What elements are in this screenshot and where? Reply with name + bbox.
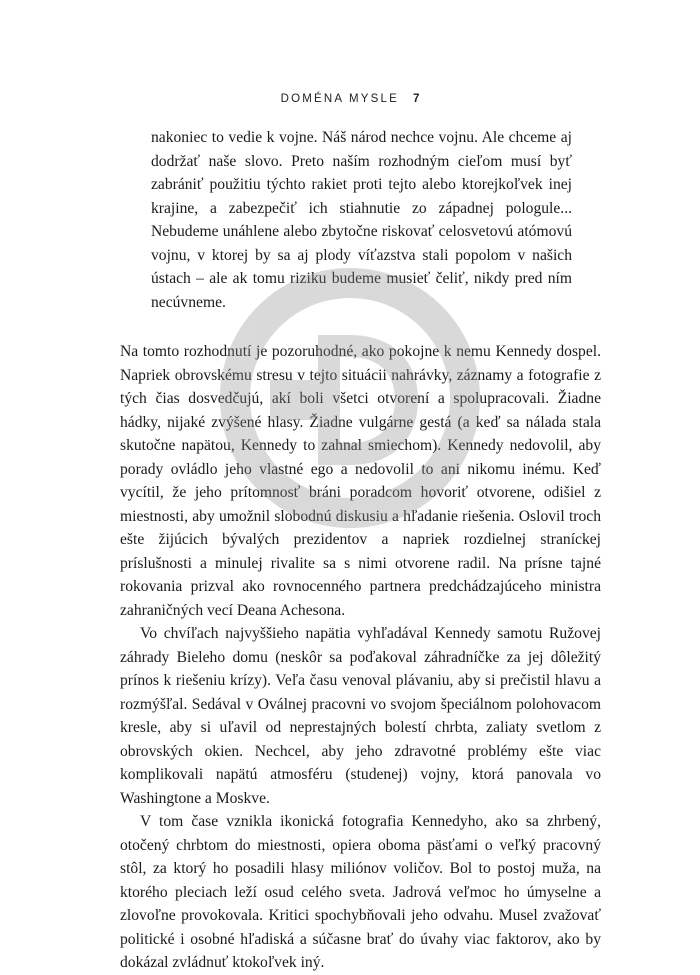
quote-text: nakoniec to vedie k vojne. Náš národ nechce vojnu. Ale chceme aj dodržať naše slovo. Preto naším rozhodným cieľom musí byť zabrániť použitiu týchto rakiet proti tejto alebo ktorejkoľvek inej krajine, a zabezpečiť ich stiahnutie zo západnej pologule... Nebudeme unáhlene alebo zbytočne riskovať celosvetovú atómovú vojnu, v ktorej by sa aj plody víťazstva stali popolom v našich ústach – ale ak tomu riziku budeme musieť čeliť, nikdy pred ním necúvneme.: [151, 129, 572, 311]
page-number: 7: [413, 93, 420, 105]
paragraph-3: V tom čase vznikla ikonická fotografia Kennedyho, ako sa zhrbený, otočený chrbtom do miestnosti, opiera oboma päsťami o veľký pracovný stôl, za ktorý ho posadili hlasy miliónov voličov. Bol to postoj muža, na ktorého pleciach leží osud celého sveta. Jadrová veľmoc ho úmyselne a zlovoľne provokovala. Kritici spochybňovali jeho odvahu. Musel zvažovať politické i osobné hľadiská a súčasne brať do úvahy viac faktorov, ako by dokázal zvládnuť ktokoľvek iný.: [120, 813, 601, 971]
block-quote: [151, 126, 572, 314]
body-text: [120, 340, 601, 975]
running-title: DOMÉNA MYSLE: [280, 93, 400, 105]
paragraph-1: Na tomto rozhodnutí je pozoruhodné, ako pokojne k nemu Kennedy dospel. Napriek obrovskému stresu v tejto situácii nahrávky, záznamy a fotografie z tých čias dosvedčujú, akí boli všetci otvorení a spolupracovali. Žiadne hádky, nijaké zvýšené hlasy. Žiadne vulgárne gestá (a keď sa nálada stala skutočne napätou, Kennedy to zahnal smiechom). Kennedy nedovolil, aby porady ovládlo jeho vlastné ego a nedovolil to ani nikomu inému. Keď vycítil, že jeho prítomnosť bráni poradcom hovoriť otvorene, odišiel z miestnosti, aby umožnil slobodnú diskusiu a hľadanie riešenia. Oslovil troch ešte žijúcich bývalých prezidentov a napriek rozdielnej straníckej príslušnosti a minulej rivalite sa s nimi otvorene radil. Na prísne tajné rokovania prizval ako rovnocenného partnera predchádzajúceho ministra zahraničných vecí Deana Achesona.: [120, 343, 601, 619]
text-block: [120, 126, 601, 975]
paragraph-2: Vo chvíľach najvyššieho napätia vyhľadával Kennedy samotu Ružovej záhrady Bieleho domu (neskôr sa poďakoval záhradníčke za jej dôležitý prínos k riešeniu krízy). Veľa času venoval plávaniu, aby si prečistil hlavu a rozmýšľal. Sedával v Oválnej pracovni vo svojom špeciálnom polohovacom kresle, aby si uľavil od neprestajných bolestí chrbta, zaliaty svetlom z obrovských okien. Nechcel, aby jeho zdravotné problémy ešte viac komplikovali napätú atmosféru (studenej) vojny, ktorá panovala vo Washingtone a Moskve.: [120, 625, 601, 807]
running-head: [0, 93, 700, 105]
